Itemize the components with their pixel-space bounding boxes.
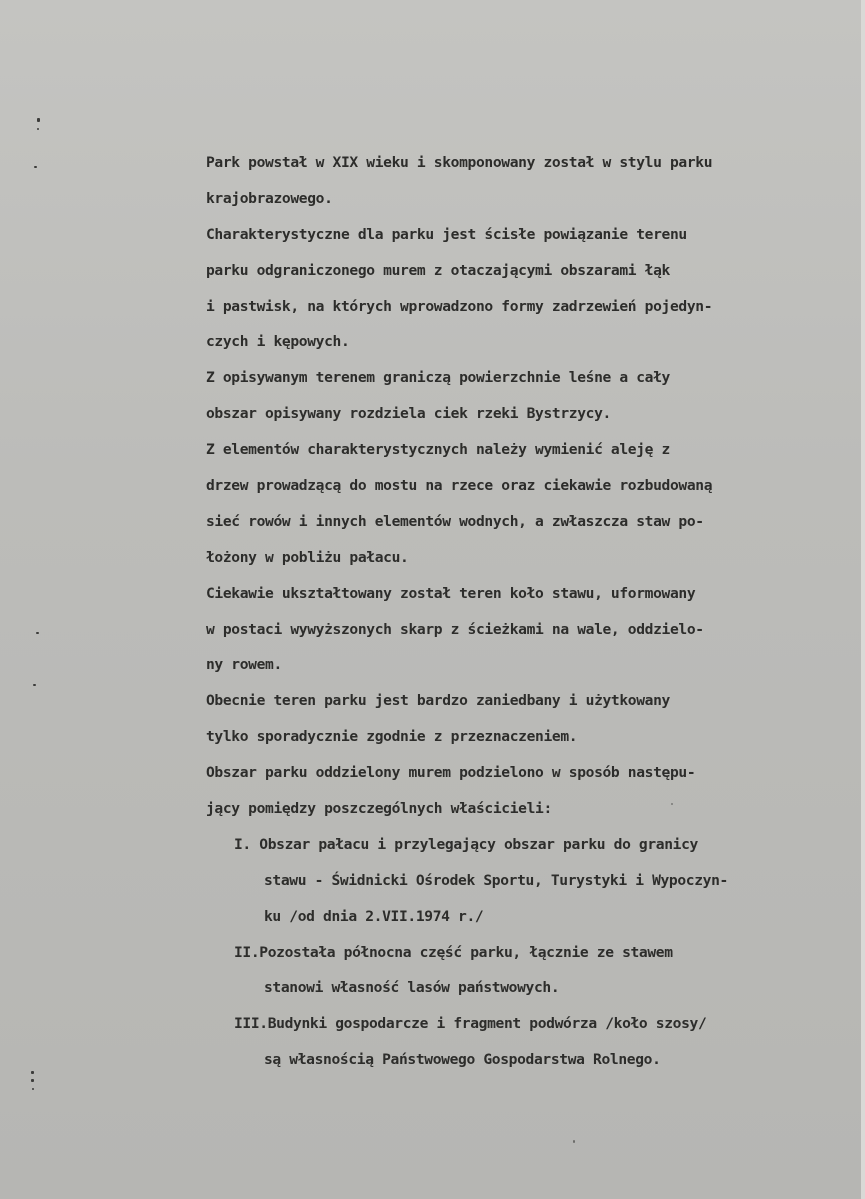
document-body	[206, 145, 856, 1078]
text-line: Obszar parku oddzielony murem podzielono w sposób następu-	[206, 764, 696, 782]
text-line: II.Pozostała północna część parku, łącznie ze stawem	[234, 943, 673, 961]
text-line: Charakterystyczne dla parku jest ścisłe powiązanie terenu	[206, 225, 687, 243]
text-line: I. Obszar pałacu i przylegający obszar parku do granicy	[234, 835, 698, 853]
text-line: drzew prowadzącą do mostu na rzece oraz ciekawie rozbudowaną	[206, 477, 713, 495]
margin-mark	[31, 1071, 34, 1074]
text-line: Park powstał w XIX wieku i skomponowany został w stylu parku	[206, 154, 713, 171]
text-line: stanowi własność lasów państwowych.	[264, 979, 560, 997]
text-line: łożony w pobliżu pałacu.	[206, 548, 409, 566]
text-line: Obecnie teren parku jest bardzo zaniedbany i użytkowany	[206, 692, 670, 710]
text-line: jący pomiędzy poszczególnych właścicieli:	[206, 800, 552, 818]
text-line: Z opisywanym terenem graniczą powierzchnie leśne a cały	[206, 369, 670, 387]
text-line: Ciekawie ukształtowany został teren koło stawu, uformowany	[206, 584, 696, 602]
text-line: są własnością Państwowego Gospodarstwa Rolnego.	[264, 1051, 661, 1069]
text-line: obszar opisywany rozdziela ciek rzeki Bystrzycy.	[206, 405, 611, 423]
paper-speck	[573, 1140, 575, 1143]
margin-mark	[32, 1088, 34, 1090]
margin-mark	[36, 632, 39, 634]
text-line: stawu - Świdnicki Ośrodek Sportu, Turystyki i Wypoczyn-	[264, 871, 728, 889]
text-line: czych i kępowych.	[206, 333, 350, 351]
margin-mark	[33, 684, 36, 686]
margin-mark	[34, 166, 37, 168]
text-line: ku /od dnia 2.VII.1974 r./	[264, 907, 484, 925]
text-line: w postaci wywyższonych skarp z ścieżkami na wale, oddzielo-	[206, 620, 704, 638]
text-line: krajobrazowego.	[206, 189, 333, 207]
page-edge	[861, 0, 865, 1199]
text-line: i pastwisk, na których wprowadzono formy zadrzewień pojedyn-	[206, 297, 713, 315]
margin-mark	[37, 118, 40, 122]
text-line: Z elementów charakterystycznych należy wymienić aleję z	[206, 441, 670, 459]
text-line: sieć rowów i innych elementów wodnych, a zwłaszcza staw po-	[206, 512, 704, 530]
text-line: ny rowem.	[206, 656, 282, 674]
text-line: tylko sporadycznie zgodnie z przeznaczeniem.	[206, 728, 578, 746]
margin-mark	[37, 128, 39, 130]
margin-mark	[31, 1079, 34, 1082]
text-line: parku odgraniczonego murem z otaczającymi obszarami łąk	[206, 261, 670, 279]
text-line: III.Budynki gospodarcze i fragment podwórza /koło szosy/	[234, 1015, 707, 1033]
